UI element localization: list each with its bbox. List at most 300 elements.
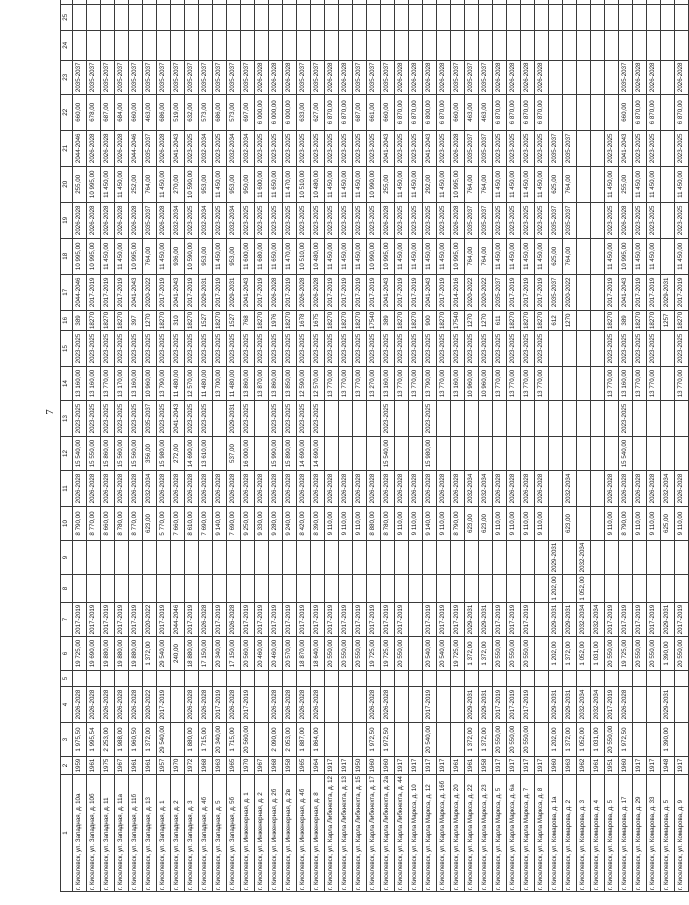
- table-cell: 2023-2025: [115, 331, 129, 367]
- table-cell: 660,00: [129, 94, 143, 130]
- table-cell: 2023-2025: [395, 202, 409, 238]
- table-cell: 310: [171, 310, 185, 330]
- table-cell: 8 790,00: [451, 507, 465, 541]
- table-cell: 8 390,00: [311, 507, 325, 541]
- table-cell: 6 800,00: [423, 94, 437, 130]
- table-cell: 13 160,00: [619, 367, 633, 401]
- table-cell: [353, 541, 367, 575]
- column-number: 7: [61, 603, 73, 637]
- table-cell: 2026-2028: [185, 471, 199, 507]
- table-cell: 11 470,00: [283, 166, 297, 202]
- table-cell: [535, 575, 549, 603]
- table-cell: 20 550,00: [507, 723, 521, 757]
- column-number: 9: [61, 541, 73, 575]
- table-cell: [591, 401, 605, 437]
- table-cell: 2026-2028: [451, 130, 465, 166]
- table-cell: 1964: [311, 757, 325, 775]
- table-cell: 2017-2019: [157, 274, 171, 310]
- table-cell: [633, 541, 647, 575]
- table-cell: 389: [381, 310, 395, 330]
- table-cell: 11 450,00: [353, 238, 367, 274]
- table-cell: [535, 687, 549, 723]
- table-cell: 900: [423, 310, 437, 330]
- table-cell: 2032-2034: [143, 471, 157, 507]
- table-cell: [367, 4, 381, 30]
- table-cell: 2026-2028: [395, 60, 409, 94]
- page-number: 7: [44, 409, 56, 415]
- table-cell: 9 110,00: [409, 507, 423, 541]
- table-cell: [171, 0, 185, 4]
- address-cell: г. Киселевск, ул. Западная, д. 13: [143, 775, 157, 892]
- table-cell: [311, 575, 325, 603]
- table-cell: 1957: [157, 757, 171, 775]
- table-cell: [381, 541, 395, 575]
- table-cell: 2035-2037: [143, 202, 157, 238]
- table-cell: 2026-2028: [283, 471, 297, 507]
- table-cell: [325, 4, 339, 30]
- table-cell: 2026-2028: [115, 687, 129, 723]
- table-cell: [591, 202, 605, 238]
- table-cell: 2026-2028: [521, 60, 535, 94]
- table-cell: 2017-2019: [213, 274, 227, 310]
- table-cell: 2017-2019: [339, 274, 353, 310]
- table-cell: [325, 671, 339, 687]
- table-cell: [661, 541, 675, 575]
- table-cell: 10 590,00: [185, 238, 199, 274]
- table-cell: 2041-2043: [171, 401, 185, 437]
- table-cell: [381, 575, 395, 603]
- table-cell: 2017-2019: [241, 687, 255, 723]
- table-cell: [605, 671, 619, 687]
- table-cell: 15 980,00: [157, 437, 171, 471]
- table-cell: [437, 4, 451, 30]
- column-number: 4: [61, 687, 73, 723]
- table-row: [171, 0, 185, 892]
- table-cell: [101, 541, 115, 575]
- table-cell: 2026-2028: [647, 60, 661, 94]
- table-cell: 2035-2037: [115, 60, 129, 94]
- table-cell: [227, 541, 241, 575]
- table-row: [297, 0, 311, 892]
- table-cell: 2026-2028: [115, 202, 129, 238]
- table-cell: 2026-2028: [213, 471, 227, 507]
- table-cell: [297, 4, 311, 30]
- table-cell: [661, 30, 675, 60]
- table-cell: 356,00: [143, 437, 157, 471]
- table-cell: 6 870,00: [437, 94, 451, 130]
- table-cell: 8 880,00: [367, 507, 381, 541]
- table-cell: [339, 4, 353, 30]
- table-cell: 20 550,00: [633, 637, 647, 671]
- table-cell: 632,00: [185, 94, 199, 130]
- table-row: [87, 0, 101, 892]
- table-cell: 2026-2028: [675, 60, 689, 94]
- table-row: [423, 0, 437, 892]
- table-cell: [423, 671, 437, 687]
- table-cell: 2023-2025: [479, 331, 493, 367]
- table-cell: [199, 30, 213, 60]
- table-cell: [311, 541, 325, 575]
- table-cell: 2023-2025: [143, 331, 157, 367]
- table-cell: [129, 541, 143, 575]
- table-cell: [437, 437, 451, 471]
- table-cell: [423, 0, 437, 4]
- table-cell: [227, 30, 241, 60]
- table-cell: [409, 541, 423, 575]
- table-cell: 2026-2028: [395, 471, 409, 507]
- table-cell: [451, 541, 465, 575]
- table-row: [115, 0, 129, 892]
- table-cell: 1917: [507, 757, 521, 775]
- table-row: [129, 0, 143, 892]
- table-cell: 2035-2037: [185, 60, 199, 94]
- table-cell: 2035-2037: [143, 60, 157, 94]
- column-number: 22: [61, 94, 73, 130]
- table-cell: [591, 671, 605, 687]
- table-cell: 2017-2019: [367, 274, 381, 310]
- table-cell: [87, 671, 101, 687]
- table-cell: [409, 723, 423, 757]
- table-cell: 8 780,00: [115, 507, 129, 541]
- table-cell: 2029-2031: [563, 603, 577, 637]
- table-cell: [647, 30, 661, 60]
- table-cell: [199, 541, 213, 575]
- table-cell: 18270: [437, 310, 451, 330]
- table-cell: [493, 671, 507, 687]
- table-cell: 15 540,00: [381, 437, 395, 471]
- table-cell: 8 610,00: [185, 507, 199, 541]
- table-cell: [661, 130, 675, 166]
- table-cell: 2017-2019: [115, 603, 129, 637]
- table-cell: 1 880,00: [185, 723, 199, 757]
- table-cell: [591, 575, 605, 603]
- table-cell: 764,00: [143, 238, 157, 274]
- table-cell: 2023-2025: [619, 401, 633, 437]
- table-cell: [507, 0, 521, 4]
- table-cell: [493, 541, 507, 575]
- table-cell: [73, 575, 87, 603]
- table-cell: [395, 437, 409, 471]
- table-cell: [479, 30, 493, 60]
- table-cell: 2017-2019: [381, 603, 395, 637]
- table-cell: 1 995,54: [87, 723, 101, 757]
- table-cell: 2023-2025: [605, 130, 619, 166]
- table-cell: [87, 575, 101, 603]
- table-cell: 6 870,00: [521, 94, 535, 130]
- table-cell: [619, 4, 633, 30]
- table-cell: [451, 575, 465, 603]
- table-cell: [255, 30, 269, 60]
- table-cell: 2026-2028: [325, 60, 339, 94]
- table-cell: [199, 4, 213, 30]
- address-cell: г. Киселевск, ул. Комарова, д. 17: [619, 775, 633, 892]
- table-cell: 2023-2025: [619, 331, 633, 367]
- table-cell: 678,00: [87, 94, 101, 130]
- table-cell: [479, 671, 493, 687]
- table-cell: 2017-2019: [423, 687, 437, 723]
- table-cell: 15 560,00: [115, 437, 129, 471]
- table-cell: [283, 671, 297, 687]
- table-cell: 684,00: [115, 94, 129, 130]
- table-cell: 1959: [73, 757, 87, 775]
- table-cell: [409, 0, 423, 4]
- table-cell: [647, 0, 661, 4]
- column-number: 16: [61, 310, 73, 330]
- table-row: [395, 0, 409, 892]
- table-cell: 11 450,00: [521, 166, 535, 202]
- table-cell: [563, 367, 577, 401]
- table-cell: 1965: [227, 757, 241, 775]
- table-cell: 9 110,00: [395, 507, 409, 541]
- table-cell: 18270: [325, 310, 339, 330]
- table-cell: 2017-2019: [507, 687, 521, 723]
- table-cell: 1962: [577, 757, 591, 775]
- table-cell: 2023-2025: [675, 202, 689, 238]
- table-cell: 2026-2028: [283, 687, 297, 723]
- table-cell: 2035-2037: [465, 202, 479, 238]
- table-cell: 627,00: [311, 94, 325, 130]
- table-row: [465, 0, 479, 892]
- table-cell: [395, 4, 409, 30]
- table-cell: 14 690,00: [297, 437, 311, 471]
- table-cell: 2023-2025: [367, 331, 381, 367]
- table-cell: 2023-2025: [101, 331, 115, 367]
- table-cell: 10 995,00: [381, 238, 395, 274]
- table-cell: 2035-2037: [171, 60, 185, 94]
- table-cell: 2041-2043: [423, 130, 437, 166]
- table-cell: 18270: [409, 310, 423, 330]
- table-cell: [507, 541, 521, 575]
- table-cell: [171, 671, 185, 687]
- table-cell: [675, 437, 689, 471]
- table-cell: 2017-2019: [101, 274, 115, 310]
- table-cell: [577, 166, 591, 202]
- table-cell: [325, 723, 339, 757]
- table-cell: 5 770,00: [157, 507, 171, 541]
- table-cell: 2032-2034: [577, 603, 591, 637]
- table-cell: 2023-2025: [493, 331, 507, 367]
- table-cell: [339, 575, 353, 603]
- table-cell: 1976: [269, 310, 283, 330]
- table-cell: [367, 575, 381, 603]
- table-cell: 2023-2025: [157, 331, 171, 367]
- table-cell: 12 570,00: [311, 367, 325, 401]
- table-cell: 11 450,00: [115, 166, 129, 202]
- table-cell: 2023-2025: [199, 401, 213, 437]
- table-cell: [591, 367, 605, 401]
- column-number: 5: [61, 671, 73, 687]
- table-cell: 255,00: [381, 166, 395, 202]
- column-number: 12: [61, 437, 73, 471]
- table-cell: 1961: [129, 757, 143, 775]
- table-cell: [395, 671, 409, 687]
- table-row: [479, 0, 493, 892]
- table-cell: [605, 94, 619, 130]
- table-cell: [129, 671, 143, 687]
- table-cell: [661, 202, 675, 238]
- table-cell: 10 590,00: [185, 166, 199, 202]
- table-cell: 1960: [381, 757, 395, 775]
- table-cell: 17 150,00: [199, 637, 213, 671]
- table-cell: 2023-2025: [507, 130, 521, 166]
- table-cell: 660,00: [381, 94, 395, 130]
- table-cell: 1970: [241, 757, 255, 775]
- table-cell: [479, 437, 493, 471]
- table-cell: 2023-2025: [535, 331, 549, 367]
- table-cell: [577, 202, 591, 238]
- table-cell: 2023-2025: [269, 401, 283, 437]
- table-row: [675, 0, 689, 892]
- table-cell: 9 110,00: [675, 507, 689, 541]
- table-cell: [213, 401, 227, 437]
- table-cell: 2026-2028: [381, 471, 395, 507]
- table-cell: [73, 30, 87, 60]
- table-cell: 2032-2034: [227, 130, 241, 166]
- table-cell: 13 770,00: [507, 367, 521, 401]
- table-cell: [633, 687, 647, 723]
- table-cell: 2026-2028: [675, 471, 689, 507]
- table-cell: 6 870,00: [339, 94, 353, 130]
- table-cell: 7 690,00: [227, 507, 241, 541]
- table-cell: 18270: [101, 310, 115, 330]
- table-cell: [171, 4, 185, 30]
- table-cell: [227, 4, 241, 30]
- table-cell: 20 340,00: [213, 637, 227, 671]
- address-cell: г. Киселевск, ул. Карла Маркса, д. 23: [479, 775, 493, 892]
- column-number: 15: [61, 331, 73, 367]
- table-cell: 2023-2025: [423, 202, 437, 238]
- table-cell: [675, 0, 689, 4]
- table-cell: [255, 0, 269, 4]
- table-cell: 6 000,00: [283, 94, 297, 130]
- table-cell: 2035-2037: [227, 60, 241, 94]
- table-cell: 13 770,00: [535, 367, 549, 401]
- table-row: [101, 0, 115, 892]
- address-cell: г. Киселевск, ул. Комарова, д. 5: [661, 775, 675, 892]
- table-cell: 2035-2037: [549, 130, 563, 166]
- table-cell: [577, 60, 591, 94]
- table-cell: 2017-2019: [409, 274, 423, 310]
- table-cell: 953,00: [199, 166, 213, 202]
- table-cell: [157, 4, 171, 30]
- table-cell: 2041-2043: [241, 274, 255, 310]
- table-cell: 1967: [255, 757, 269, 775]
- table-cell: 2023-2025: [311, 130, 325, 166]
- table-cell: [129, 575, 143, 603]
- table-cell: 463,00: [143, 94, 157, 130]
- table-cell: [535, 541, 549, 575]
- table-cell: [577, 367, 591, 401]
- table-cell: [213, 30, 227, 60]
- table-cell: [605, 4, 619, 30]
- table-cell: 18270: [535, 310, 549, 330]
- table-cell: [423, 541, 437, 575]
- table-cell: [143, 30, 157, 60]
- table-cell: 1 031,00: [591, 723, 605, 757]
- table-cell: 1965: [297, 757, 311, 775]
- table-cell: 2023-2025: [241, 202, 255, 238]
- table-cell: 2026-2028: [353, 471, 367, 507]
- table-cell: [549, 30, 563, 60]
- table-cell: 6 000,00: [269, 94, 283, 130]
- table-cell: 397: [129, 310, 143, 330]
- table-cell: 10 960,00: [479, 367, 493, 401]
- table-cell: [297, 0, 311, 4]
- table-cell: 6 870,00: [647, 94, 661, 130]
- table-cell: 2029-2031: [661, 274, 675, 310]
- table-cell: 1 960,50: [129, 723, 143, 757]
- table-cell: [535, 637, 549, 671]
- table-cell: [521, 30, 535, 60]
- table-cell: 2017-2019: [507, 274, 521, 310]
- table-cell: [605, 575, 619, 603]
- table-cell: 2029-2031: [227, 401, 241, 437]
- table-cell: 2023-2025: [255, 331, 269, 367]
- table-cell: 2026-2028: [101, 687, 115, 723]
- table-cell: [535, 437, 549, 471]
- table-cell: 2023-2025: [633, 331, 647, 367]
- table-cell: 9 140,00: [423, 507, 437, 541]
- table-cell: 2023-2025: [311, 331, 325, 367]
- table-cell: [633, 575, 647, 603]
- address-cell: г. Киселевск, ул. Карла Маркса, д. 16б: [437, 775, 451, 892]
- table-cell: 1961: [87, 757, 101, 775]
- table-cell: 2026-2028: [101, 202, 115, 238]
- table-cell: 764,00: [563, 238, 577, 274]
- table-cell: [395, 575, 409, 603]
- table-cell: 2020-2022: [143, 603, 157, 637]
- table-cell: 1 390,00: [661, 637, 675, 671]
- table-cell: 537,00: [227, 437, 241, 471]
- table-cell: 18270: [675, 310, 689, 330]
- table-cell: 2029-2031: [563, 687, 577, 723]
- table-cell: 2017-2019: [507, 603, 521, 637]
- table-cell: [591, 130, 605, 166]
- table-cell: 17 150,00: [227, 637, 241, 671]
- table-cell: 10 995,00: [73, 238, 87, 274]
- table-cell: 2026-2028: [87, 202, 101, 238]
- table-cell: 270,00: [171, 166, 185, 202]
- table-cell: [367, 671, 381, 687]
- table-cell: 9 140,00: [213, 507, 227, 541]
- table-cell: [451, 401, 465, 437]
- table-cell: 13 770,00: [647, 367, 661, 401]
- table-cell: 18270: [647, 310, 661, 330]
- table-cell: [185, 4, 199, 30]
- table-cell: [563, 30, 577, 60]
- table-cell: 11 450,00: [437, 166, 451, 202]
- table-cell: [339, 541, 353, 575]
- table-cell: [241, 575, 255, 603]
- table-cell: 11 450,00: [101, 238, 115, 274]
- table-cell: 20 550,00: [675, 637, 689, 671]
- table-cell: 13 850,00: [283, 367, 297, 401]
- table-cell: [549, 471, 563, 507]
- table-cell: [185, 575, 199, 603]
- table-cell: 2035-2037: [199, 60, 213, 94]
- table-cell: 2029-2031: [479, 603, 493, 637]
- table-row: [493, 0, 507, 892]
- table-cell: 1961: [465, 757, 479, 775]
- table-cell: 2026-2028: [283, 60, 297, 94]
- table-cell: [409, 30, 423, 60]
- table-cell: 2035-2037: [563, 130, 577, 166]
- table-cell: [675, 4, 689, 30]
- table-cell: 2032-2034: [661, 471, 675, 507]
- table-cell: 12 570,00: [185, 367, 199, 401]
- table-cell: 2023-2025: [535, 202, 549, 238]
- table-cell: 2035-2037: [367, 60, 381, 94]
